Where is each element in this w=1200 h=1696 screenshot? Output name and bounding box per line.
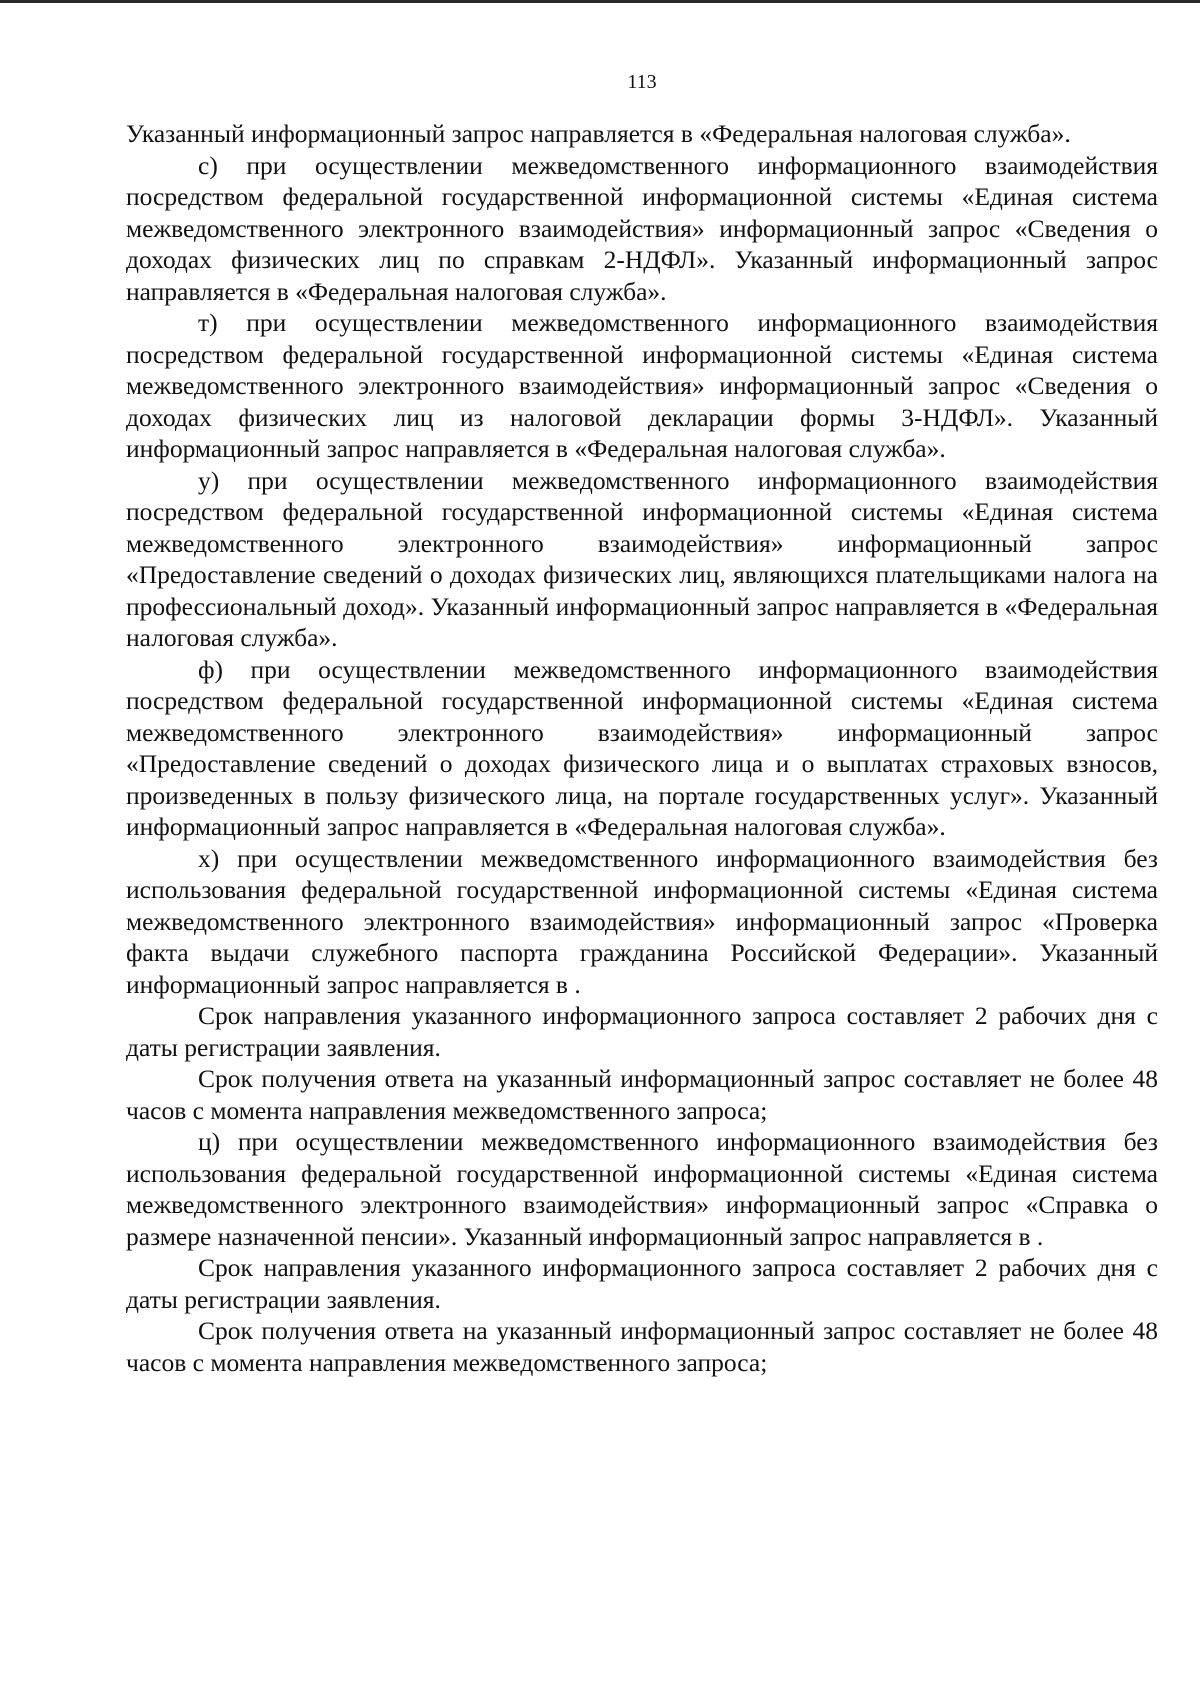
paragraph-item-t: т) при осуществлении межведомственного информационного взаимодействия посредством федеральной государственной информационной системы «Единая система межведомственного электронного взаимодействия» информационный запрос «Сведения о доходах физических лиц из налоговой декларации формы 3-НДФЛ». Указанный информационный запрос направляется в «Федеральная налоговая служба».	[126, 308, 1158, 463]
paragraph-item-kh: х) при осуществлении межведомственного информационного взаимодействия без использования федеральной государственной информационной системы «Единая система межведомственного электронного взаимодействия» информационный запрос «Проверка факта выдачи служебного паспорта гражданина Российской Федерации». Указанный информационный запрос направляется в .	[126, 843, 1158, 999]
paragraph-deadline-response-2: Срок получения ответа на указанный информационный запрос составляет не более 48 часов с момента направления межведомственного запроса;	[126, 1316, 1158, 1377]
paragraph-continuation: Указанный информационный запрос направляется в «Федеральная налоговая служба».	[126, 119, 1071, 148]
document-page	[126, 70, 1158, 1378]
paragraph-deadline-response-1: Срок получения ответа на указанный информационный запрос составляет не более 48 часов с момента направления межведомственного запроса;	[126, 1064, 1158, 1125]
paragraph-deadline-send-2: Срок направления указанного информационного запроса составляет 2 рабочих дня с даты регистрации заявления.	[126, 1253, 1158, 1314]
top-border-line	[0, 0, 1200, 3]
paragraph-item-s: с) при осуществлении межведомственного информационного взаимодействия посредством федеральной государственной информационной системы «Единая система межведомственного электронного взаимодействия» информационный запрос «Сведения о доходах физических лиц по справкам 2-НДФЛ». Указанный информационный запрос направляется в «Федеральная налоговая служба».	[126, 150, 1158, 306]
paragraph-deadline-send-1: Срок направления указанного информационного запроса составляет 2 рабочих дня с даты регистрации заявления.	[126, 1001, 1158, 1062]
paragraph-item-ts: ц) при осуществлении межведомственного информационного взаимодействия без использования федеральной государственной информационной системы «Единая система межведомственного электронного взаимодействия» информационный запрос «Справка о размере назначенной пенсии». Указанный информационный запрос направляется в .	[126, 1127, 1158, 1251]
paragraph-item-f: ф) при осуществлении межведомственного информационного взаимодействия посредством федеральной государственной информационной системы «Единая система межведомственного электронного взаимодействия» информационный запрос «Предоставление сведений о доходах физического лица и о выплатах страховых взносов, произведенных в пользу физического лица, на портале государственных услуг». Указанный информационный запрос направляется в «Федеральная налоговая служба».	[126, 654, 1158, 841]
paragraph-item-u: у) при осуществлении межведомственного информационного взаимодействия посредством федеральной государственной информационной системы «Единая система межведомственного электронного взаимодействия» информационный запрос «Предоставление сведений о доходах физических лиц, являющихся плательщиками налога на профессиональный доход». Указанный информационный запрос направляется в «Федеральная налоговая служба».	[126, 465, 1158, 652]
page-number: 113	[627, 71, 657, 93]
